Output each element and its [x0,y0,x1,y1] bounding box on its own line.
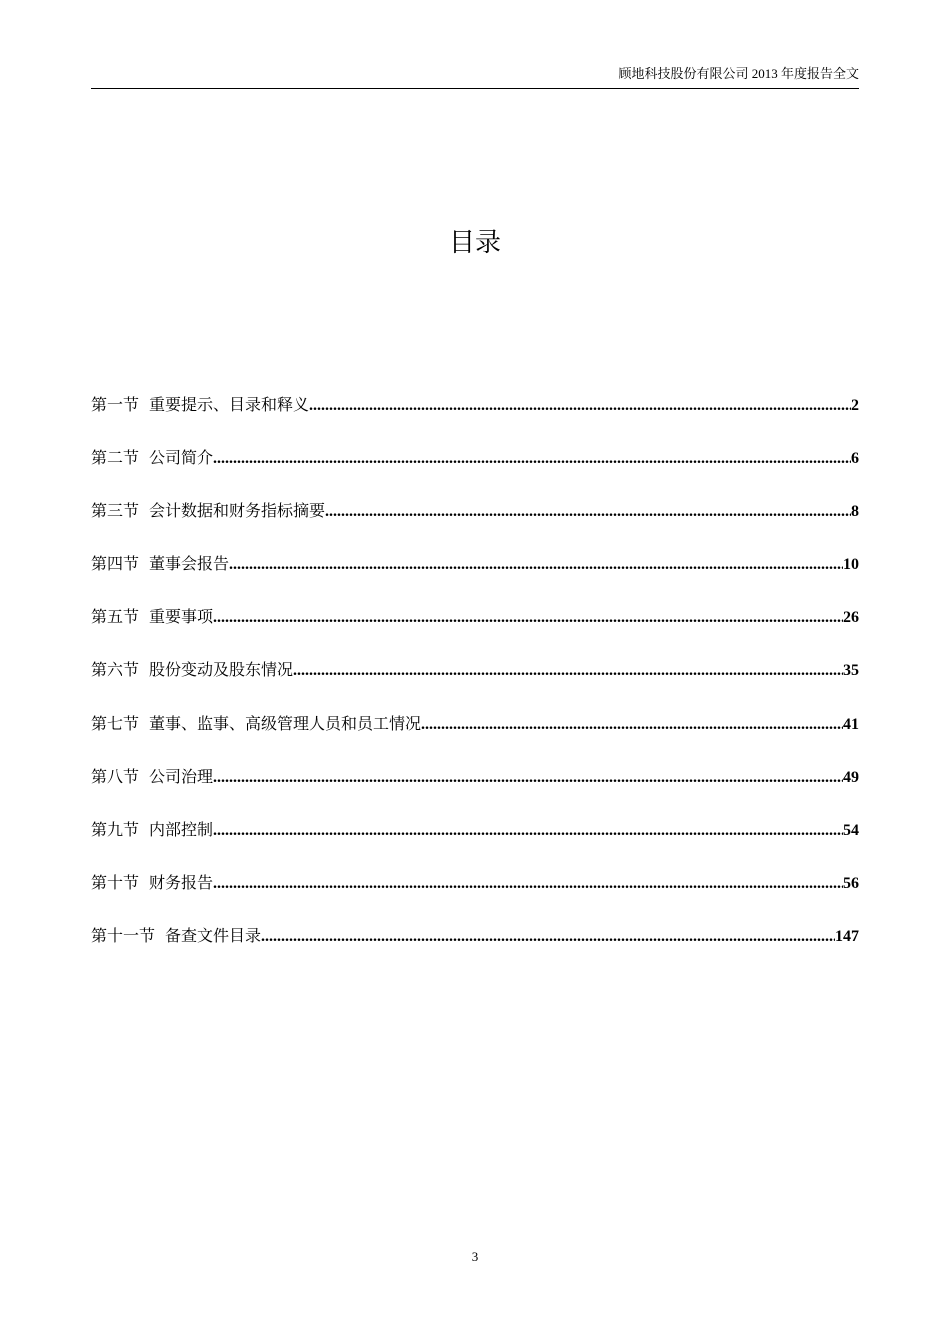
toc-section-label: 第一节 [91,395,140,414]
toc-entry-3[interactable] [91,498,859,551]
page-header [91,66,859,89]
toc-page-number: 10 [843,556,859,574]
toc-section-name: 股份变动及股东情况 [149,660,294,680]
toc-page-number: 2 [851,397,859,414]
toc-section-label: 第五节 [91,607,140,627]
toc-section-name: 内部控制 [149,819,214,839]
toc-entry-6[interactable] [91,657,859,710]
toc-section-name: 重要提示、目录和释义 [149,395,310,414]
header-title: 顾地科技股份有限公司 2013 年度报告全文 [618,66,859,81]
toc-leader-dots [213,871,843,897]
toc-entry-4[interactable] [91,551,859,604]
toc-section-name: 备查文件目录 [165,925,262,945]
toc-entry-1[interactable] [91,392,859,445]
toc-section-label: 第四节 [91,554,140,574]
toc-entry-7[interactable] [91,711,859,764]
toc-page-number: 56 [843,874,859,892]
toc-leader-dots [421,712,843,738]
toc-leader-dots [213,446,851,472]
toc-page-number: 147 [835,927,859,945]
toc-leader-dots [261,924,835,950]
toc-leader-dots [293,658,843,684]
toc-section-label: 第十节 [91,872,140,892]
toc-page-number: 26 [843,609,859,627]
toc-section-name: 财务报告 [149,872,214,892]
toc-entry-2[interactable] [91,445,859,498]
toc-leader-dots [213,605,843,631]
toc-section-name: 会计数据和财务指标摘要 [149,501,326,521]
toc-entry-11[interactable] [91,923,859,976]
page-title: 目录 [448,228,501,258]
toc-page-number: 49 [843,768,859,786]
toc-section-label: 第九节 [91,819,140,839]
toc-leader-dots [325,499,851,525]
toc-leader-dots [229,552,843,578]
toc-section-name: 董事、监事、高级管理人员和员工情况 [149,713,422,733]
toc-page-number: 41 [843,715,859,733]
page-number: 3 [471,1249,479,1264]
toc-section-label: 第十一节 [91,925,156,945]
toc-entry-9[interactable] [91,817,859,870]
toc-section-name: 公司治理 [149,766,214,786]
toc-section-name: 公司简介 [149,448,214,468]
toc-section-name: 董事会报告 [149,554,230,574]
toc-page-number: 6 [851,450,859,468]
toc-section-name: 重要事项 [149,607,214,627]
toc-page-number: 35 [843,662,859,680]
toc-entry-5[interactable] [91,604,859,657]
toc-entry-10[interactable] [91,870,859,923]
toc-leader-dots [213,765,843,791]
toc-section-label: 第二节 [91,448,140,468]
table-of-contents [91,392,859,976]
toc-leader-dots [213,818,843,844]
toc-section-label: 第七节 [91,713,140,733]
toc-page-number: 54 [843,821,859,839]
toc-entry-8[interactable] [91,764,859,817]
toc-section-label: 第三节 [91,501,140,521]
toc-section-label: 第八节 [91,766,140,786]
toc-leader-dots [309,393,851,419]
toc-section-label: 第六节 [91,660,140,680]
toc-page-number: 8 [851,503,859,521]
